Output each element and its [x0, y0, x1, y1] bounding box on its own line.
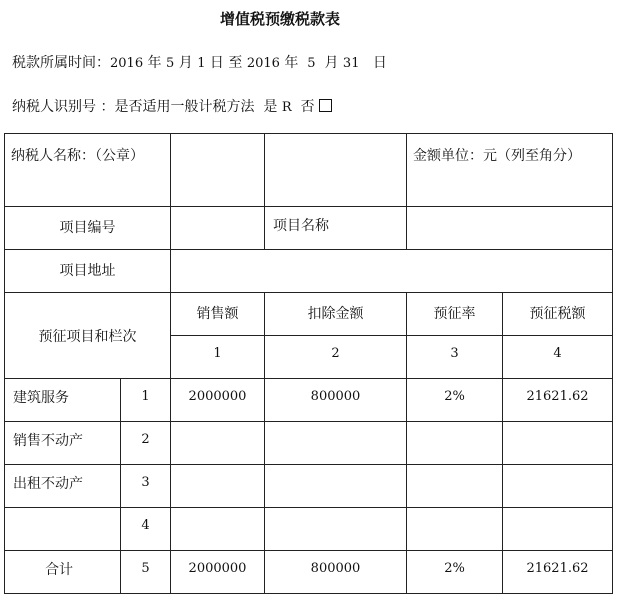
tax-column-label: 预征税额 [503, 293, 613, 336]
row-line-no: 4 [121, 508, 171, 551]
general-method-label: 是否适用一般计税方法 [114, 99, 255, 115]
taxpayer-id-line [12, 96, 332, 116]
row-deduction [265, 508, 407, 551]
start-year-unit: 年 [147, 55, 162, 71]
row-rate [407, 508, 503, 551]
no-checkbox[interactable] [319, 99, 332, 112]
column-number: 1 [171, 336, 265, 379]
row-rate [407, 422, 503, 465]
end-year-unit: 年 [284, 55, 299, 71]
taxpayer-id-label: 纳税人识别号 ： [12, 99, 115, 115]
table-row [5, 379, 613, 422]
rate-column-label: 预征率 [407, 293, 503, 336]
row-tax [503, 422, 613, 465]
row-sales: 2000000 [171, 551, 265, 594]
start-month-unit: 月 [178, 55, 193, 71]
column-number: 4 [503, 336, 613, 379]
row-line-no: 1 [121, 379, 171, 422]
row-rate [407, 465, 503, 508]
row-sales [171, 508, 265, 551]
column-number: 3 [407, 336, 503, 379]
start-day: 1 [197, 56, 206, 71]
row-deduction: 800000 [265, 551, 407, 594]
tax-period-label: 税款所属时间： [12, 55, 110, 71]
row-sales [171, 422, 265, 465]
taxpayer-name-value [171, 134, 265, 207]
item-column-label: 预征项目和栏次 [5, 293, 171, 379]
period-to: 至 [228, 55, 243, 71]
row-deduction [265, 422, 407, 465]
no-label: 否 [300, 99, 315, 115]
project-no-label: 项目编号 [5, 207, 171, 250]
sales-column-label: 销售额 [171, 293, 265, 336]
end-month-unit: 月 [324, 55, 339, 71]
start-year: 2016 [110, 56, 144, 71]
end-year: 2016 [246, 56, 280, 71]
form-title: 增值税预缴税款表 [219, 10, 340, 28]
row-sales [171, 465, 265, 508]
row-tax: 21621.62 [503, 551, 613, 594]
start-month: 5 [166, 56, 175, 71]
tax-period-line [12, 52, 387, 72]
project-no-value [171, 207, 265, 250]
project-address-label: 项目地址 [5, 250, 171, 293]
row-sales: 2000000 [171, 379, 265, 422]
end-day-unit: 日 [372, 55, 387, 71]
row-rate: 2% [407, 551, 503, 594]
row-name: 销售不动产 [5, 422, 121, 465]
row-deduction: 800000 [265, 379, 407, 422]
column-number: 2 [265, 336, 407, 379]
yes-label: 是 [263, 99, 278, 115]
taxpayer-name-label: 纳税人名称：（公章） [5, 134, 171, 207]
table-row-total [5, 551, 613, 594]
project-name-label: 项目名称 [265, 207, 407, 250]
project-name-value [407, 207, 613, 250]
prepay-table-wrap [4, 133, 613, 594]
blank-cell [265, 134, 407, 207]
table-row [5, 422, 613, 465]
row-name: 建筑服务 [5, 379, 121, 422]
project-address-value [171, 250, 613, 293]
row-name [5, 508, 121, 551]
row-tax [503, 465, 613, 508]
row-deduction [265, 465, 407, 508]
row-tax: 21621.62 [503, 379, 613, 422]
end-month: 5 [307, 56, 316, 71]
row-line-no: 5 [121, 551, 171, 594]
row-line-no: 3 [121, 465, 171, 508]
end-day: 31 [342, 56, 360, 71]
deduction-column-label: 扣除金额 [265, 293, 407, 336]
start-day-unit: 日 [209, 55, 224, 71]
prepay-table [4, 133, 613, 594]
row-name: 合计 [5, 551, 121, 594]
row-tax [503, 508, 613, 551]
table-row [5, 508, 613, 551]
row-line-no: 2 [121, 422, 171, 465]
yes-mark: R [281, 100, 292, 115]
amount-unit-label: 金额单位：元（列至角分） [407, 134, 613, 207]
table-row [5, 465, 613, 508]
row-rate: 2% [407, 379, 503, 422]
row-name: 出租不动产 [5, 465, 121, 508]
